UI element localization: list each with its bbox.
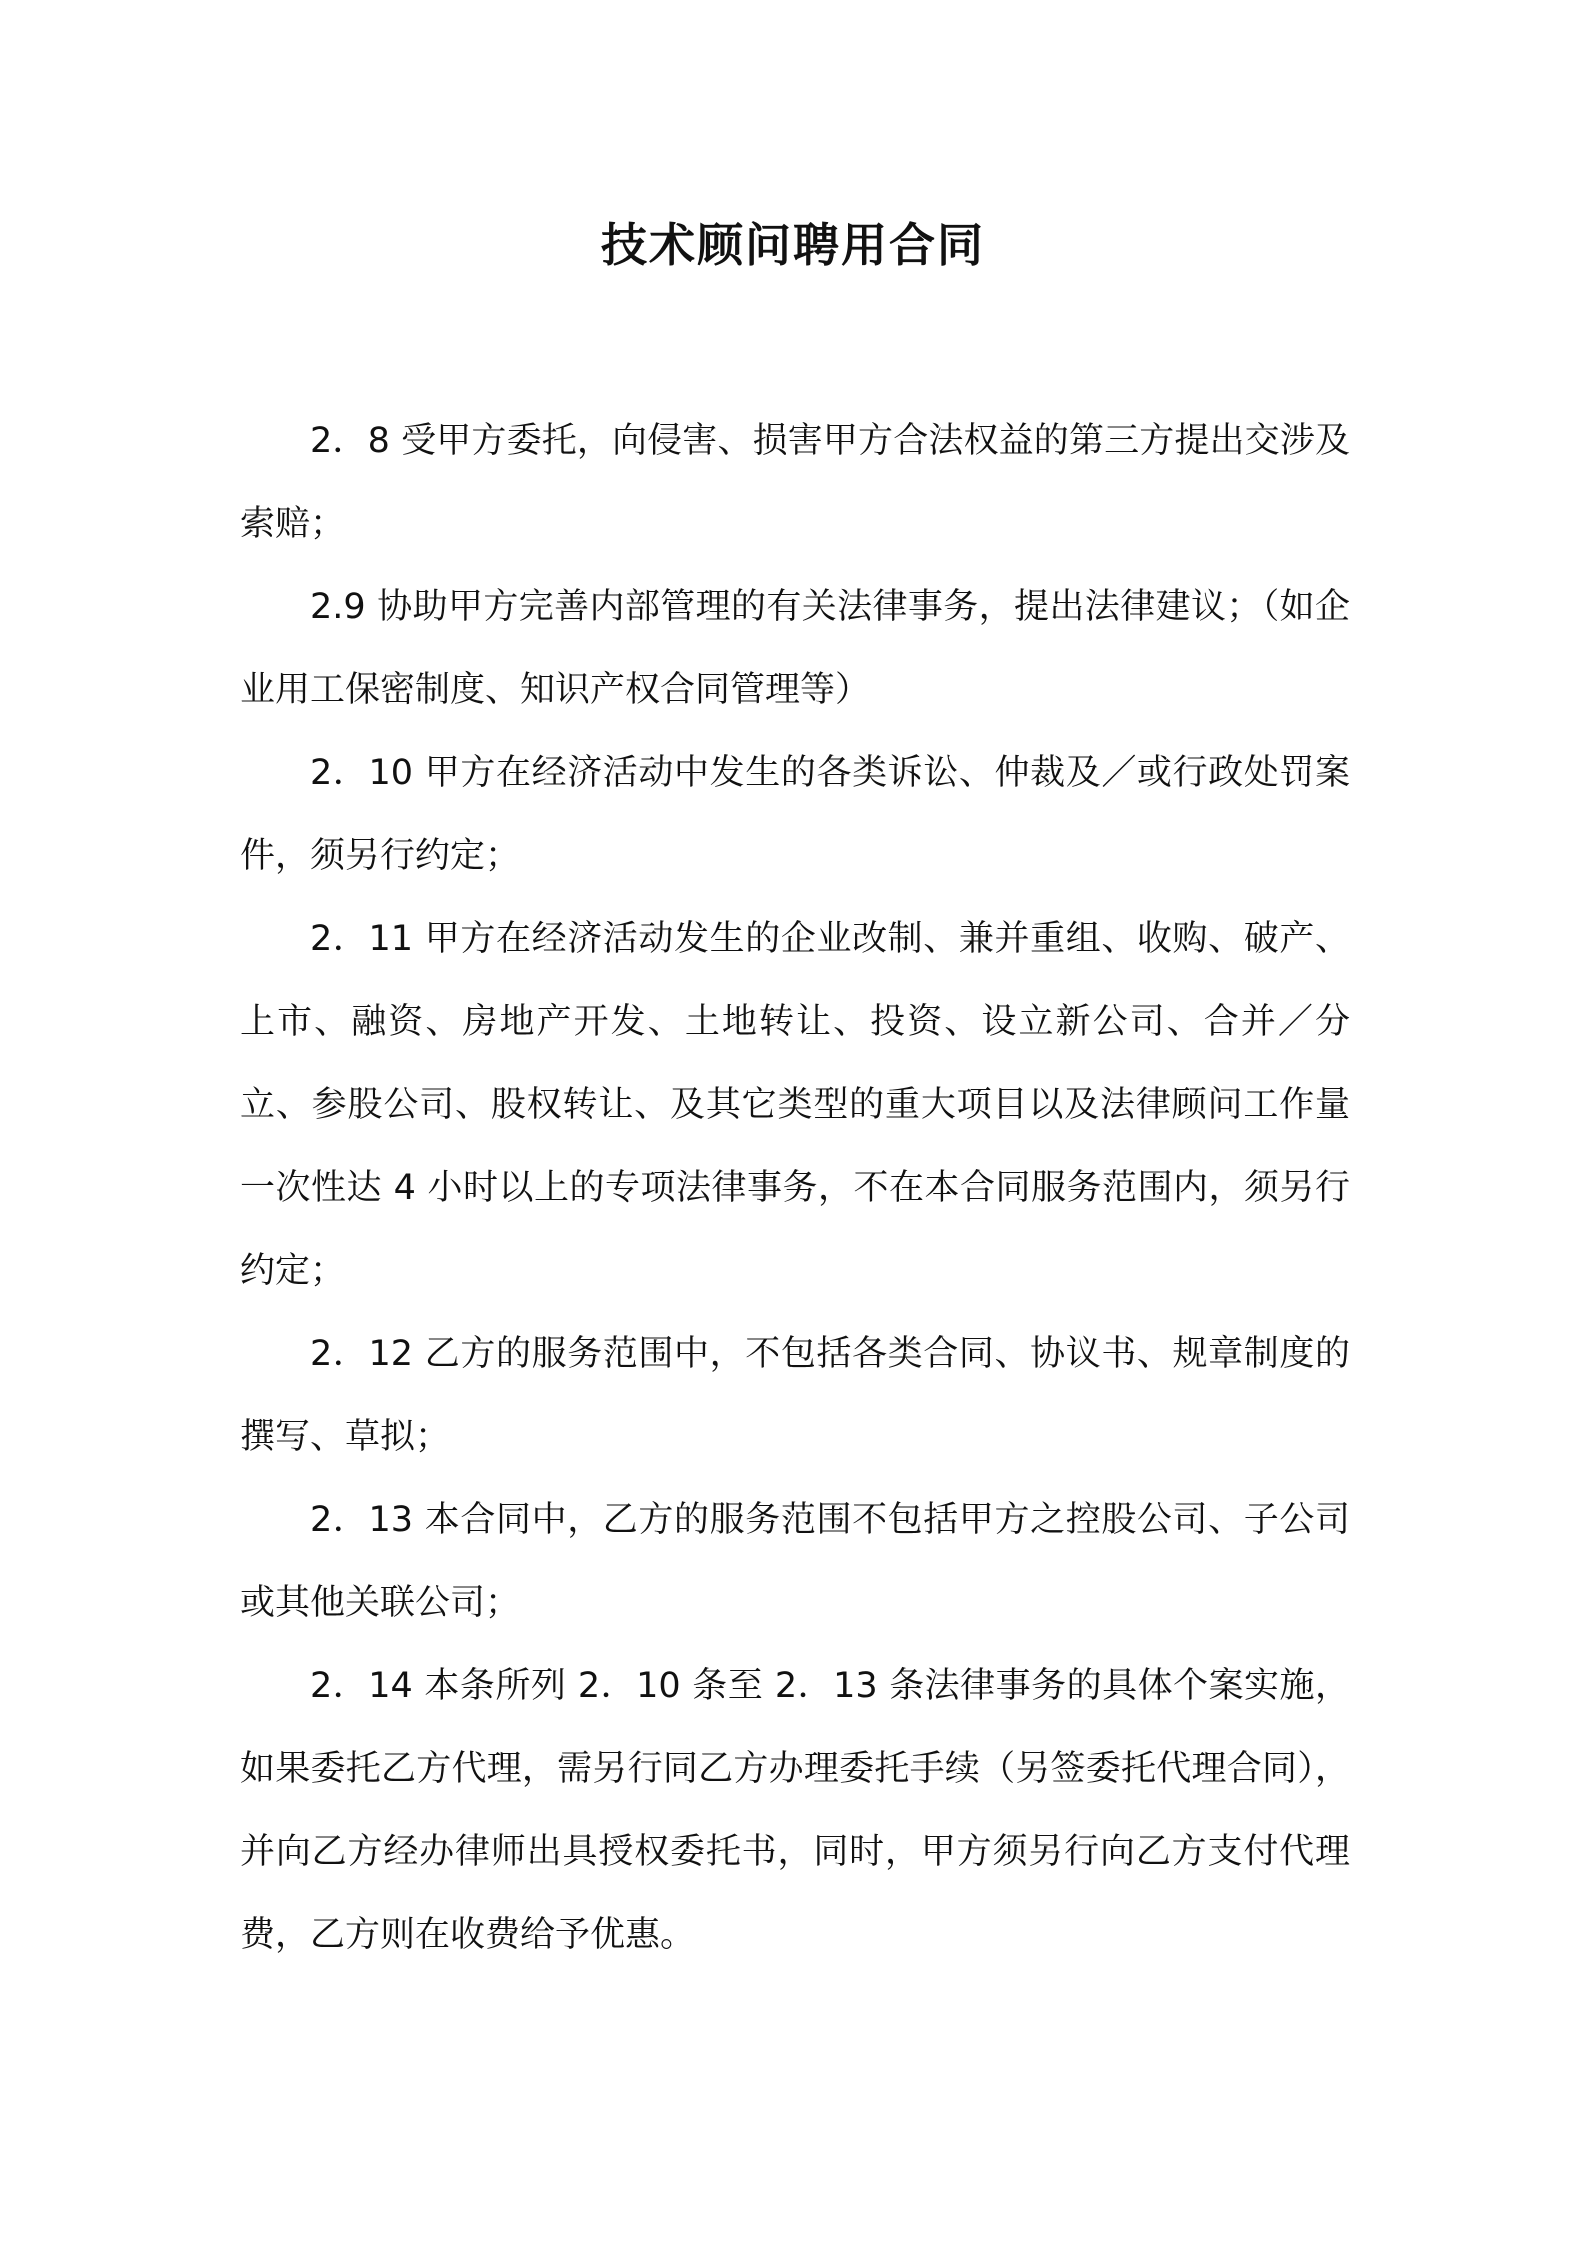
clause-2-10 (240, 732, 1350, 898)
clause-text: 甲方在经济活动中发生的各类诉讼、仲裁及／或行政处罚案件，须另行约定； (240, 753, 1350, 876)
clause-text: 本条所列 2．10 条至 2．13 条法律事务的具体个案实施，如果委托乙方代理，需另行同乙方办理委托手续（另签委托代理合同），并向乙方经办律师出具授权委托书，同时，甲方须另行向乙方支付代理费，乙方则在收费给予优惠。 (240, 1666, 1350, 1955)
clause-2-14 (240, 1645, 1350, 1977)
clause-text: 受甲方委托，向侵害、损害甲方合法权益的第三方提出交涉及索赔； (240, 421, 1350, 544)
clause-number: 2.9 (310, 587, 366, 627)
clause-text: 协助甲方完善内部管理的有关法律事务，提出法律建议；（如企业用工保密制度、知识产权合同管理等） (240, 587, 1350, 710)
clause-number: 2．14 (310, 1666, 413, 1706)
contract-body (240, 400, 1350, 1977)
clause-number: 2．12 (310, 1334, 414, 1374)
clause-text: 甲方在经济活动发生的企业改制、兼并重组、收购、破产、上市、融资、房地产开发、土地转让、投资、设立新公司、合并／分立、参股公司、股权转让、及其它类型的重大项目以及法律顾问工作量一次性达 4 小时以上的专项法律事务，不在本合同服务范围内，须另行约定； (240, 919, 1350, 1291)
clause-number: 2．11 (310, 919, 414, 959)
clause-2-9 (240, 566, 1350, 732)
clause-2-12 (240, 1313, 1350, 1479)
clause-number: 2．8 (310, 421, 390, 461)
clause-text: 本合同中，乙方的服务范围不包括甲方之控股公司、子公司或其他关联公司； (240, 1500, 1350, 1623)
page-title: 技术顾问聘用合同 (601, 218, 985, 272)
clause-number: 2．10 (310, 753, 414, 793)
clause-2-11 (240, 898, 1350, 1313)
clause-2-13 (240, 1479, 1350, 1645)
clause-2-8 (240, 400, 1350, 566)
clause-number: 2．13 (310, 1500, 414, 1540)
clause-text: 乙方的服务范围中，不包括各类合同、协议书、规章制度的撰写、草拟； (240, 1334, 1350, 1457)
